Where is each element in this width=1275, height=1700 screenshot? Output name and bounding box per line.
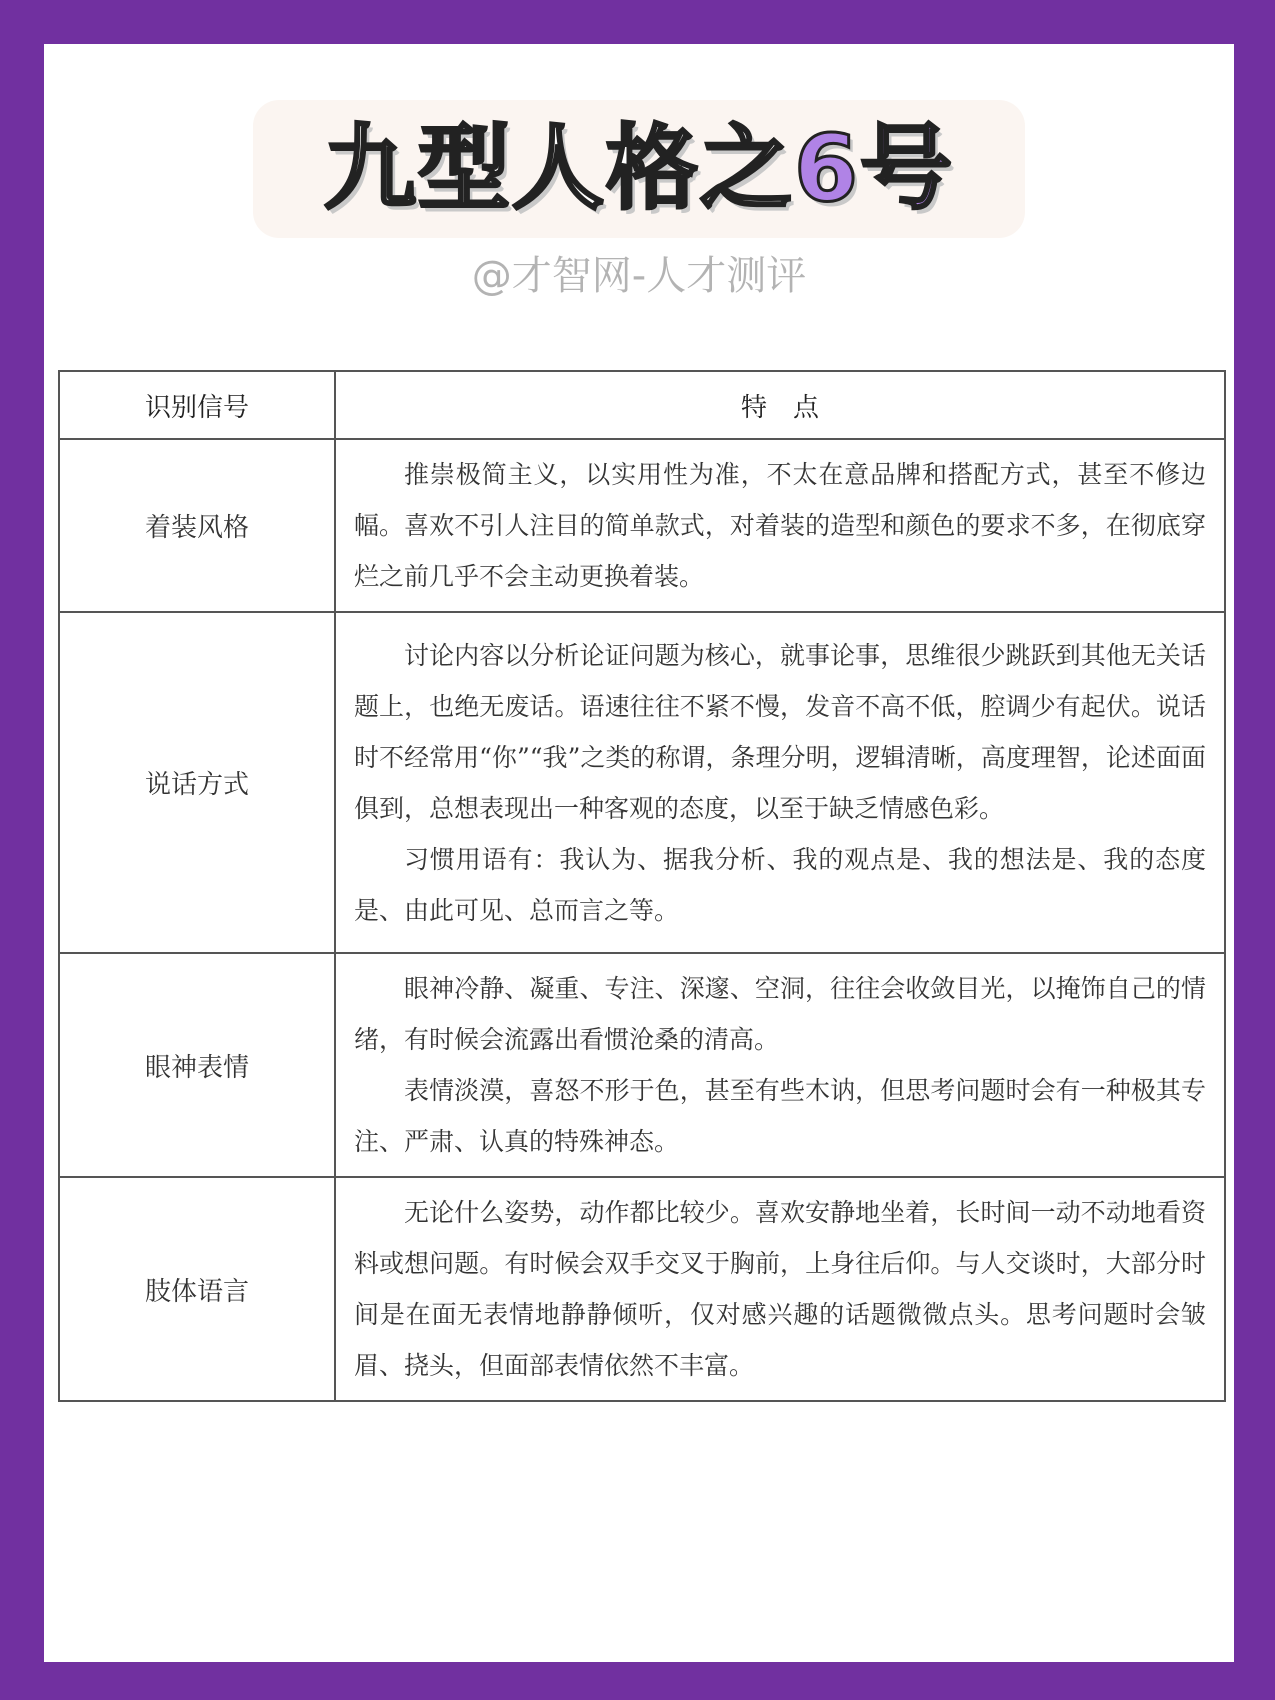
title-main: 九型人格之 xyxy=(323,115,794,222)
table-row xyxy=(59,1177,1225,1401)
table-header-row xyxy=(59,371,1225,439)
row-description xyxy=(335,1177,1225,1401)
title-banner xyxy=(253,100,1025,238)
page-title xyxy=(323,115,955,222)
row-signal: 着装风格 xyxy=(59,439,335,612)
document-sheet xyxy=(44,44,1234,1662)
table-row xyxy=(59,953,1225,1177)
table-row xyxy=(59,612,1225,953)
description-paragraph: 习惯用语有：我认为、据我分析、我的观点是、我的想法是、我的态度是、由此可见、总而言之等。 xyxy=(354,844,1206,925)
description-paragraph: 讨论内容以分析论证问题为核心，就事论事，思维很少跳跃到其他无关话题上，也绝无废话。语速往往不紧不慢，发音不高不低，腔调少有起伏。说话时不经常用“你”“我”之类的称谓，条理分明，逻辑清晰，高度理智，论述面面俱到，总想表现出一种客观的态度，以至于缺乏情感色彩。 xyxy=(354,640,1206,823)
description-paragraph: 眼神冷静、凝重、专注、深邃、空洞，往往会收敛目光，以掩饰自己的情绪，有时候会流露出看惯沧桑的清高。 xyxy=(354,974,1206,1054)
row-signal: 说话方式 xyxy=(59,612,335,953)
traits-table xyxy=(58,370,1226,1402)
header-traits: 特 点 xyxy=(335,371,1225,439)
description-paragraph: 推崇极简主义，以实用性为准，不太在意品牌和搭配方式，甚至不修边幅。喜欢不引人注目的简单款式，对着装的造型和颜色的要求不多，在彻底穿烂之前几乎不会主动更换着装。 xyxy=(354,460,1206,591)
description-paragraph: 表情淡漠，喜怒不形于色，甚至有些木讷，但思考问题时会有一种极其专注、严肃、认真的特殊神态。 xyxy=(354,1076,1206,1156)
description-paragraph: 无论什么姿势，动作都比较少。喜欢安静地坐着，长时间一动不动地看资料或想问题。有时候会双手交叉于胸前，上身往后仰。与人交谈时，大部分时间是在面无表情地静静倾听，仅对感兴趣的话题微微点头。思考问题时会皱眉、挠头，但面部表情依然不丰富。 xyxy=(354,1198,1206,1380)
row-description xyxy=(335,612,1225,953)
row-signal: 眼神表情 xyxy=(59,953,335,1177)
title-number: 6号 xyxy=(794,115,955,222)
row-description xyxy=(335,953,1225,1177)
row-description xyxy=(335,439,1225,612)
row-signal: 肢体语言 xyxy=(59,1177,335,1401)
table-row xyxy=(59,439,1225,612)
header-signal: 识别信号 xyxy=(59,371,335,439)
source-credit: @才智网-人才测评 xyxy=(471,253,807,299)
